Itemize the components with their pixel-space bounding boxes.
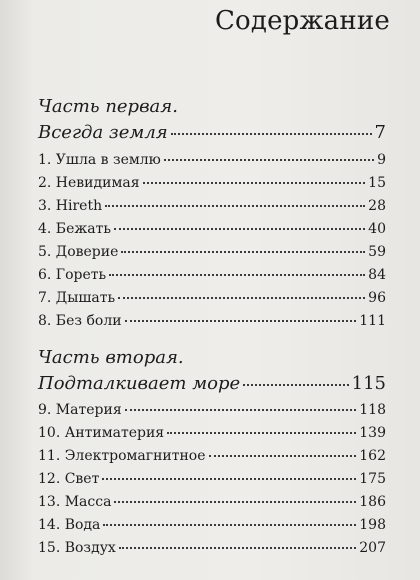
part-1-title: Всегда земля: [38, 122, 168, 143]
chapter-page: 28: [368, 198, 386, 214]
toc-chapter-11: [38, 448, 386, 464]
chapter-page: 118: [359, 402, 386, 418]
chapter-page: 198: [359, 517, 386, 533]
chapter-title: 1. Ушла в землю: [38, 152, 161, 168]
page-title: Содержание: [214, 6, 390, 36]
toc-chapter-10: [38, 425, 386, 441]
chapter-title: 11. Электромагнитное: [38, 448, 206, 464]
chapter-title: 10. Антиматерия: [38, 425, 165, 441]
chapter-title: 9. Материя: [38, 402, 122, 418]
chapter-page: 15: [368, 175, 386, 191]
toc-chapter-1: [38, 152, 386, 168]
chapter-title: 6. Гореть: [38, 267, 107, 283]
chapter-title: 7. Дышать: [38, 290, 116, 306]
chapter-title: 4. Бежать: [38, 221, 111, 237]
dot-leader: [114, 228, 365, 230]
dot-leader: [121, 251, 365, 253]
chapter-title: 2. Невидимая: [38, 175, 140, 191]
toc-chapter-12: [38, 471, 386, 487]
part-1-page: 7: [374, 122, 386, 143]
chapter-title: 12. Свет: [38, 471, 100, 487]
chapter-title: 5. Доверие: [38, 244, 119, 260]
toc-chapter-9: [38, 402, 386, 418]
chapter-page: 139: [359, 425, 386, 441]
toc-chapter-4: [38, 221, 386, 237]
chapter-title: 15. Воздух: [38, 540, 116, 556]
chapter-page: 207: [359, 540, 386, 556]
toc-part-2-entry: [38, 373, 386, 394]
part-1-label: Часть первая.: [38, 96, 178, 117]
toc-chapter-14: [38, 517, 386, 533]
dot-leader: [118, 297, 365, 299]
dot-leader: [209, 455, 357, 457]
dot-leader: [125, 320, 357, 322]
toc-part-1-entry: [38, 122, 386, 143]
chapter-title: 13. Масса: [38, 494, 112, 510]
dot-leader: [105, 205, 365, 207]
chapter-title: 8. Без боли: [38, 313, 122, 329]
toc-chapter-3: [38, 198, 386, 214]
toc-chapter-5: [38, 244, 386, 260]
toc-chapter-13: [38, 494, 386, 510]
chapter-page: 59: [368, 244, 386, 260]
chapter-page: 175: [359, 471, 386, 487]
chapter-page: 40: [368, 221, 386, 237]
chapter-page: 84: [368, 267, 386, 283]
part-2-title: Подталкивает море: [38, 373, 241, 394]
dot-leader: [143, 182, 366, 184]
dot-leader: [114, 501, 356, 503]
dot-leader: [164, 159, 374, 161]
chapter-page: 9: [377, 152, 386, 168]
toc-chapter-6: [38, 267, 386, 283]
toc-chapter-2: [38, 175, 386, 191]
part-2-page: 115: [351, 373, 386, 394]
dot-leader: [103, 524, 356, 526]
dot-leader: [119, 547, 356, 549]
chapter-page: 111: [359, 313, 386, 329]
dot-leader: [102, 478, 356, 480]
toc-chapter-15: [38, 540, 386, 556]
chapter-page: 162: [359, 448, 386, 464]
dot-leader: [171, 133, 372, 135]
dot-leader: [125, 409, 357, 411]
chapter-title: 3. Hireth: [38, 198, 103, 214]
dot-leader: [243, 384, 349, 386]
dot-leader: [167, 432, 356, 434]
dot-leader: [109, 274, 365, 276]
toc-chapter-7: [38, 290, 386, 306]
chapter-title: 14. Вода: [38, 517, 101, 533]
chapter-page: 96: [368, 290, 386, 306]
part-2-label: Часть вторая.: [38, 347, 184, 368]
toc-chapter-8: [38, 313, 386, 329]
chapter-page: 186: [359, 494, 386, 510]
